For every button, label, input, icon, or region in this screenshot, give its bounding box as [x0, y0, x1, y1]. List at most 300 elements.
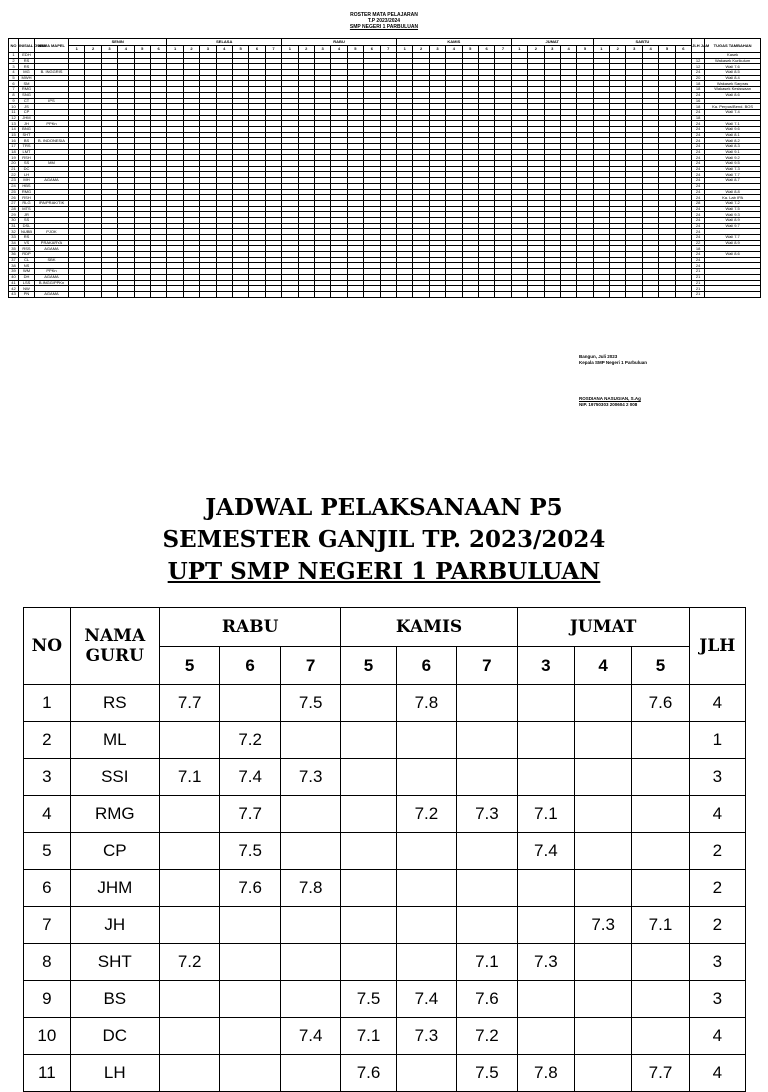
- roster-cell-no: 39: [9, 269, 19, 275]
- roster-cell-period: [413, 291, 429, 297]
- p5-cell-class: [457, 833, 518, 870]
- roster-cell-extra: Wali 8.4: [705, 75, 761, 81]
- p5-period-header: 4: [575, 647, 632, 685]
- roster-header-subject: NAMA MAPEL: [35, 39, 69, 53]
- roster-cell-subject: PJOK: [35, 229, 69, 235]
- p5-cell-class: [575, 796, 632, 833]
- p5-cell-no: 7: [24, 907, 71, 944]
- p5-cell-class: [220, 1018, 281, 1055]
- p5-cell-teacher: RMG: [70, 796, 159, 833]
- p5-cell-class: [575, 833, 632, 870]
- roster-cell-no: 14: [9, 126, 19, 132]
- p5-period-header: 6: [396, 647, 457, 685]
- roster-cell-initial: CT: [19, 98, 35, 104]
- p5-cell-class: 7.4: [517, 833, 574, 870]
- roster-cell-extra: Wali 9.6: [705, 126, 761, 132]
- p5-cell-teacher: BS: [70, 981, 159, 1018]
- roster-cell-period: [577, 291, 593, 297]
- roster-cell-period: [183, 291, 199, 297]
- roster-cell-initial: NUBB: [19, 229, 35, 235]
- roster-cell-subject: MM: [35, 161, 69, 167]
- p5-cell-class: [220, 907, 281, 944]
- roster-cell-initial: WM: [19, 269, 35, 275]
- roster-cell-subject: PRAKARYA: [35, 240, 69, 246]
- roster-cell-period: [528, 291, 544, 297]
- p5-cell-class: [457, 722, 518, 759]
- roster-day-header: SENIN: [69, 39, 167, 46]
- roster-period-header: 1: [167, 46, 183, 53]
- p5-cell-class: [632, 759, 689, 796]
- roster-period-header: 1: [282, 46, 298, 53]
- roster-cell-extra: Kasek: [705, 53, 761, 59]
- p5-row: [24, 759, 746, 796]
- p5-cell-class: [632, 1018, 689, 1055]
- p5-cell-class: 7.7: [632, 1055, 689, 1092]
- p5-cell-class: [341, 944, 396, 981]
- roster-cell-no: 35: [9, 246, 19, 252]
- roster-cell-period: [626, 291, 642, 297]
- p5-cell-class: [280, 1055, 341, 1092]
- roster-cell-total: 21: [692, 280, 705, 286]
- p5-cell-class: [280, 833, 341, 870]
- roster-cell-initial: CL: [19, 257, 35, 263]
- roster-cell-initial: RMG: [19, 87, 35, 93]
- roster-cell-initial: LSS: [19, 280, 35, 286]
- roster-cell-initial: RS: [19, 235, 35, 241]
- roster-cell-total: 24: [692, 206, 705, 212]
- p5-cell-class: [159, 796, 220, 833]
- roster-cell-no: 21: [9, 166, 19, 172]
- roster-day-header: KAMIS: [396, 39, 511, 46]
- p5-period-header: 7: [457, 647, 518, 685]
- p5-cell-class: 7.5: [341, 981, 396, 1018]
- roster-cell-initial: PN: [19, 291, 35, 297]
- roster-day-header: SABTU: [593, 39, 691, 46]
- roster-cell-extra: Wali 9.5: [705, 161, 761, 167]
- p5-cell-class: [632, 722, 689, 759]
- roster-sign-date: Bangun, Juli 2023: [579, 354, 618, 359]
- p5-cell-class: 7.5: [220, 833, 281, 870]
- roster-cell-extra: Wakasek Kesiswaan: [705, 87, 761, 93]
- p5-title: [0, 492, 768, 588]
- roster-period-header: 7: [380, 46, 396, 53]
- roster-cell-period: [659, 291, 675, 297]
- p5-cell-total: 2: [689, 907, 745, 944]
- roster-cell-period: [364, 291, 380, 297]
- p5-row: [24, 981, 746, 1018]
- roster-cell-total: 24: [692, 212, 705, 218]
- roster-cell-no: 38: [9, 263, 19, 269]
- roster-cell-no: 1: [9, 53, 19, 59]
- roster-cell-no: 8: [9, 92, 19, 98]
- roster-header-no: NO: [9, 39, 19, 53]
- roster-period-header: 3: [544, 46, 560, 53]
- roster-period-header: 5: [134, 46, 150, 53]
- roster-cell-initial: RSS: [19, 246, 35, 252]
- roster-period-header: 7: [265, 46, 281, 53]
- roster-cell-initial: SNG: [19, 92, 35, 98]
- roster-cell-extra: Wali 8.6: [705, 252, 761, 258]
- roster-cell-no: 43: [9, 291, 19, 297]
- p5-cell-total: 2: [689, 833, 745, 870]
- roster-header-initial: INISIAL GURU: [19, 39, 35, 53]
- roster-cell-total: 24: [692, 217, 705, 223]
- roster-cell-no: 25: [9, 189, 19, 195]
- roster-cell-initial: JR: [19, 212, 35, 218]
- roster-header-extra: TUGAS TAMBAHAN: [705, 39, 761, 53]
- p5-row: [24, 1018, 746, 1055]
- roster-cell-initial: LH: [19, 172, 35, 178]
- p5-cell-class: [341, 722, 396, 759]
- p5-cell-class: 7.6: [220, 870, 281, 907]
- p5-row: [24, 907, 746, 944]
- roster-cell-initial: TRS: [19, 144, 35, 150]
- p5-cell-no: 8: [24, 944, 71, 981]
- roster-cell-no: 30: [9, 217, 19, 223]
- roster-cell-period: [298, 291, 314, 297]
- p5-cell-total: 1: [689, 722, 745, 759]
- p5-header-no: NO: [24, 608, 71, 685]
- p5-cell-no: 1: [24, 685, 71, 722]
- roster-title-line-3: SMP NEGERI 1 PARBULUAN: [349, 24, 419, 30]
- roster-cell-no: 26: [9, 195, 19, 201]
- p5-cell-teacher: CP: [70, 833, 159, 870]
- roster-cell-extra: Wali 7.3: [705, 166, 761, 172]
- roster-cell-total: 24: [692, 92, 705, 98]
- roster-cell-initial: SS: [19, 161, 35, 167]
- roster-cell-no: 17: [9, 144, 19, 150]
- p5-cell-class: 7.2: [396, 796, 457, 833]
- roster-cell-no: 2: [9, 58, 19, 64]
- roster-cell-no: 27: [9, 200, 19, 206]
- p5-cell-class: 7.3: [457, 796, 518, 833]
- roster-cell-total: 24: [692, 223, 705, 229]
- p5-cell-class: 7.4: [280, 1018, 341, 1055]
- roster-cell-subject: B. INDONESIA: [35, 138, 69, 144]
- roster-cell-initial: VS: [19, 240, 35, 246]
- roster-cell-initial: CP: [19, 109, 35, 115]
- roster-cell-initial: RS: [19, 58, 35, 64]
- p5-cell-class: [575, 944, 632, 981]
- roster-cell-initial: BNG: [19, 126, 35, 132]
- p5-title-line-3: UPT SMP NEGERI 1 PARBULUAN: [167, 558, 601, 585]
- roster-row: [9, 291, 761, 297]
- p5-cell-class: [341, 759, 396, 796]
- roster-cell-subject: IPA/PRAK/TIK: [35, 200, 69, 206]
- roster-cell-subject: AGAMA: [35, 291, 69, 297]
- p5-cell-class: [517, 685, 574, 722]
- roster-period-header: 3: [314, 46, 330, 53]
- p5-cell-class: [575, 759, 632, 796]
- roster-cell-no: 36: [9, 252, 19, 258]
- roster-cell-extra: Wali 8.8: [705, 189, 761, 195]
- roster-cell-period: [134, 291, 150, 297]
- roster-cell-no: 31: [9, 223, 19, 229]
- p5-cell-class: [632, 796, 689, 833]
- p5-cell-class: [575, 870, 632, 907]
- roster-cell-period: [69, 291, 85, 297]
- roster-cell-initial: HBS: [19, 183, 35, 189]
- roster-cell-no: 4: [9, 70, 19, 76]
- p5-cell-class: [575, 685, 632, 722]
- p5-cell-class: 7.3: [396, 1018, 457, 1055]
- roster-table: [8, 38, 761, 298]
- p5-cell-class: [575, 981, 632, 1018]
- roster-title: [0, 0, 768, 30]
- p5-cell-teacher: SSI: [70, 759, 159, 796]
- roster-cell-total: 24: [692, 161, 705, 167]
- p5-cell-no: 10: [24, 1018, 71, 1055]
- roster-sign-name: ROSDIANA NASUGIAN, S.Ag: [579, 396, 641, 401]
- p5-cell-class: [396, 907, 457, 944]
- p5-cell-no: 5: [24, 833, 71, 870]
- p5-period-header: 3: [517, 647, 574, 685]
- roster-cell-extra: Wali 7.2: [705, 200, 761, 206]
- p5-cell-class: [575, 1055, 632, 1092]
- p5-period-header: 7: [280, 647, 341, 685]
- roster-cell-period: [544, 291, 560, 297]
- roster-period-header: 5: [659, 46, 675, 53]
- p5-cell-class: [280, 722, 341, 759]
- p5-cell-class: [159, 833, 220, 870]
- roster-cell-total: 18: [692, 115, 705, 121]
- p5-cell-class: [396, 944, 457, 981]
- p5-cell-teacher: SHT: [70, 944, 159, 981]
- roster-cell-total: 24: [692, 126, 705, 132]
- roster-cell-total: 24: [692, 109, 705, 115]
- roster-period-header: 4: [560, 46, 576, 53]
- roster-cell-initial: SM: [19, 81, 35, 87]
- p5-title-line-2: SEMESTER GANJIL TP. 2023/2024: [162, 526, 606, 553]
- roster-cell-subject: PPKn: [35, 269, 69, 275]
- roster-period-header: 6: [150, 46, 166, 53]
- p5-cell-no: 3: [24, 759, 71, 796]
- p5-period-header: 5: [159, 647, 220, 685]
- roster-period-header: 2: [85, 46, 101, 53]
- roster-cell-period: [347, 291, 363, 297]
- p5-row: [24, 944, 746, 981]
- roster-cell-period: [150, 291, 166, 297]
- p5-cell-class: 7.2: [220, 722, 281, 759]
- roster-period-header: 5: [232, 46, 248, 53]
- p5-cell-class: [517, 907, 574, 944]
- p5-cell-no: 2: [24, 722, 71, 759]
- p5-cell-total: 3: [689, 981, 745, 1018]
- roster-cell-total: 21: [692, 291, 705, 297]
- roster-cell-no: 19: [9, 155, 19, 161]
- roster-cell-total: 18: [692, 246, 705, 252]
- p5-cell-class: 7.8: [280, 870, 341, 907]
- p5-cell-total: 2: [689, 870, 745, 907]
- roster-cell-initial: MH: [19, 178, 35, 184]
- roster-cell-no: 40: [9, 274, 19, 280]
- p5-cell-class: [341, 796, 396, 833]
- roster-cell-no: 9: [9, 98, 19, 104]
- roster-cell-extra: Wali 7.5: [705, 206, 761, 212]
- roster-cell-total: 21: [692, 286, 705, 292]
- p5-cell-class: 7.2: [457, 1018, 518, 1055]
- roster-cell-total: 24: [692, 144, 705, 150]
- roster-period-header: 2: [610, 46, 626, 53]
- roster-cell-period: [495, 291, 511, 297]
- roster-cell-total: 24: [692, 235, 705, 241]
- roster-cell-subject: AGAMA: [35, 274, 69, 280]
- roster-cell-subject: PPKn: [35, 121, 69, 127]
- roster-header-total: JLH JAM: [692, 39, 705, 53]
- roster-cell-subject: IPS: [35, 98, 69, 104]
- roster-cell-initial: NS: [19, 263, 35, 269]
- roster-cell-extra: Wali 7.4: [705, 109, 761, 115]
- roster-cell-period: [396, 291, 412, 297]
- roster-cell-total: 24: [692, 132, 705, 138]
- p5-cell-class: [396, 1055, 457, 1092]
- roster-cell-total: 24: [692, 155, 705, 161]
- roster-cell-extra: Wali 8.6: [705, 92, 761, 98]
- p5-cell-teacher: DC: [70, 1018, 159, 1055]
- p5-cell-no: 11: [24, 1055, 71, 1092]
- p5-cell-class: 7.6: [632, 685, 689, 722]
- p5-cell-class: 7.8: [396, 685, 457, 722]
- roster-cell-initial: SHT: [19, 132, 35, 138]
- roster-cell-period: [85, 291, 101, 297]
- p5-cell-class: 7.1: [159, 759, 220, 796]
- roster-cell-extra: Wali 8.2: [705, 138, 761, 144]
- roster-cell-initial: MTS: [19, 206, 35, 212]
- p5-row: [24, 796, 746, 833]
- p5-cell-class: 7.4: [220, 759, 281, 796]
- p5-cell-class: [457, 907, 518, 944]
- roster-cell-total: 24: [692, 252, 705, 258]
- p5-cell-class: [632, 870, 689, 907]
- roster-cell-extra: Wali 9.7: [705, 223, 761, 229]
- p5-cell-teacher: RS: [70, 685, 159, 722]
- roster-cell-period: [101, 291, 117, 297]
- roster-cell-total: 24: [692, 172, 705, 178]
- roster-cell-no: 24: [9, 183, 19, 189]
- p5-cell-class: [280, 796, 341, 833]
- roster-period-header: 3: [626, 46, 642, 53]
- p5-period-header: 5: [632, 647, 689, 685]
- roster-cell-no: 32: [9, 229, 19, 235]
- roster-cell-total: 24: [692, 195, 705, 201]
- roster-cell-initial: DSL: [19, 223, 35, 229]
- roster-cell-no: 23: [9, 178, 19, 184]
- roster-cell-period: [200, 291, 216, 297]
- p5-day-header-kamis: KAMIS: [341, 608, 517, 647]
- roster-period-header: 5: [462, 46, 478, 53]
- roster-period-header: 2: [298, 46, 314, 53]
- roster-cell-no: 5: [9, 75, 19, 81]
- roster-cell-period: [380, 291, 396, 297]
- roster-cell-total: 20: [692, 75, 705, 81]
- roster-cell-total: 18: [692, 81, 705, 87]
- roster-cell-initial: RMG: [19, 189, 35, 195]
- roster-cell-initial: MG: [19, 70, 35, 76]
- roster-cell-period: [511, 291, 527, 297]
- roster-cell-total: 28: [692, 200, 705, 206]
- roster-period-header: 3: [429, 46, 445, 53]
- roster-cell-total: 24: [692, 257, 705, 263]
- p5-cell-class: [341, 685, 396, 722]
- roster-cell-extra: Wali 8.7: [705, 178, 761, 184]
- roster-cell-period: [593, 291, 609, 297]
- roster-cell-extra: Wali 8.1: [705, 132, 761, 138]
- roster-cell-no: 29: [9, 212, 19, 218]
- roster-cell-no: 6: [9, 81, 19, 87]
- p5-cell-class: 7.6: [341, 1055, 396, 1092]
- p5-cell-class: [341, 833, 396, 870]
- p5-title-line-1: JADWAL PELAKSANAAN P5: [205, 494, 563, 521]
- p5-cell-class: 7.1: [517, 796, 574, 833]
- p5-cell-class: [341, 907, 396, 944]
- roster-period-header: 1: [396, 46, 412, 53]
- p5-cell-class: [220, 944, 281, 981]
- roster-day-header: SELASA: [167, 39, 282, 46]
- roster-period-header: 6: [364, 46, 380, 53]
- roster-period-header: 3: [200, 46, 216, 53]
- p5-header-total: JLH: [689, 608, 745, 685]
- p5-cell-teacher: JH: [70, 907, 159, 944]
- roster-sign-nip: NIP. 19750303 200604 2 008: [579, 402, 638, 407]
- roster-cell-extra: Wali 7.7: [705, 172, 761, 178]
- p5-cell-class: [396, 722, 457, 759]
- roster-cell-period: [314, 291, 330, 297]
- roster-cell-no: 33: [9, 235, 19, 241]
- p5-schedule-table: [23, 607, 746, 1092]
- p5-cell-class: 7.3: [517, 944, 574, 981]
- roster-cell-extra: Wali 8.9: [705, 240, 761, 246]
- roster-cell-no: 13: [9, 121, 19, 127]
- roster-cell-initial: NW: [19, 286, 35, 292]
- roster-period-header: 2: [183, 46, 199, 53]
- p5-cell-class: 7.8: [517, 1055, 574, 1092]
- p5-period-header: 6: [220, 647, 281, 685]
- roster-period-header: 1: [511, 46, 527, 53]
- p5-cell-class: 7.6: [457, 981, 518, 1018]
- p5-cell-class: [280, 981, 341, 1018]
- p5-row: [24, 833, 746, 870]
- roster-cell-period: [446, 291, 462, 297]
- roster-cell-extra: Wali 7.1: [705, 121, 761, 127]
- roster-cell-subject: SBK: [35, 257, 69, 263]
- p5-cell-total: 3: [689, 944, 745, 981]
- roster-cell-initial: SS: [19, 217, 35, 223]
- roster-cell-subject: AGAMA: [35, 178, 69, 184]
- p5-cell-class: [396, 833, 457, 870]
- p5-cell-class: [159, 722, 220, 759]
- roster-cell-total: 24: [692, 166, 705, 172]
- roster-cell-extra: Wali 7.6: [705, 64, 761, 70]
- roster-cell-initial: DC: [19, 166, 35, 172]
- roster-cell-subject: B. INGGRIS: [35, 70, 69, 76]
- p5-cell-teacher: ML: [70, 722, 159, 759]
- roster-cell-extra: Ka. Perpus/Bend. BOS: [705, 104, 761, 110]
- roster-day-header: RABU: [282, 39, 397, 46]
- p5-day-header-rabu: RABU: [159, 608, 341, 647]
- p5-cell-class: 7.5: [457, 1055, 518, 1092]
- p5-cell-total: 4: [689, 796, 745, 833]
- p5-cell-no: 4: [24, 796, 71, 833]
- roster-signature-place: [579, 354, 647, 366]
- roster-cell-total: 21: [692, 269, 705, 275]
- roster-period-header: 4: [216, 46, 232, 53]
- roster-cell-initial: EDH: [19, 53, 35, 59]
- roster-cell-total: 24: [692, 263, 705, 269]
- roster-cell-no: 10: [9, 104, 19, 110]
- roster-period-header: 6: [675, 46, 691, 53]
- roster-cell-extra: Wakasek Kurikulum: [705, 58, 761, 64]
- roster-period-header: 4: [331, 46, 347, 53]
